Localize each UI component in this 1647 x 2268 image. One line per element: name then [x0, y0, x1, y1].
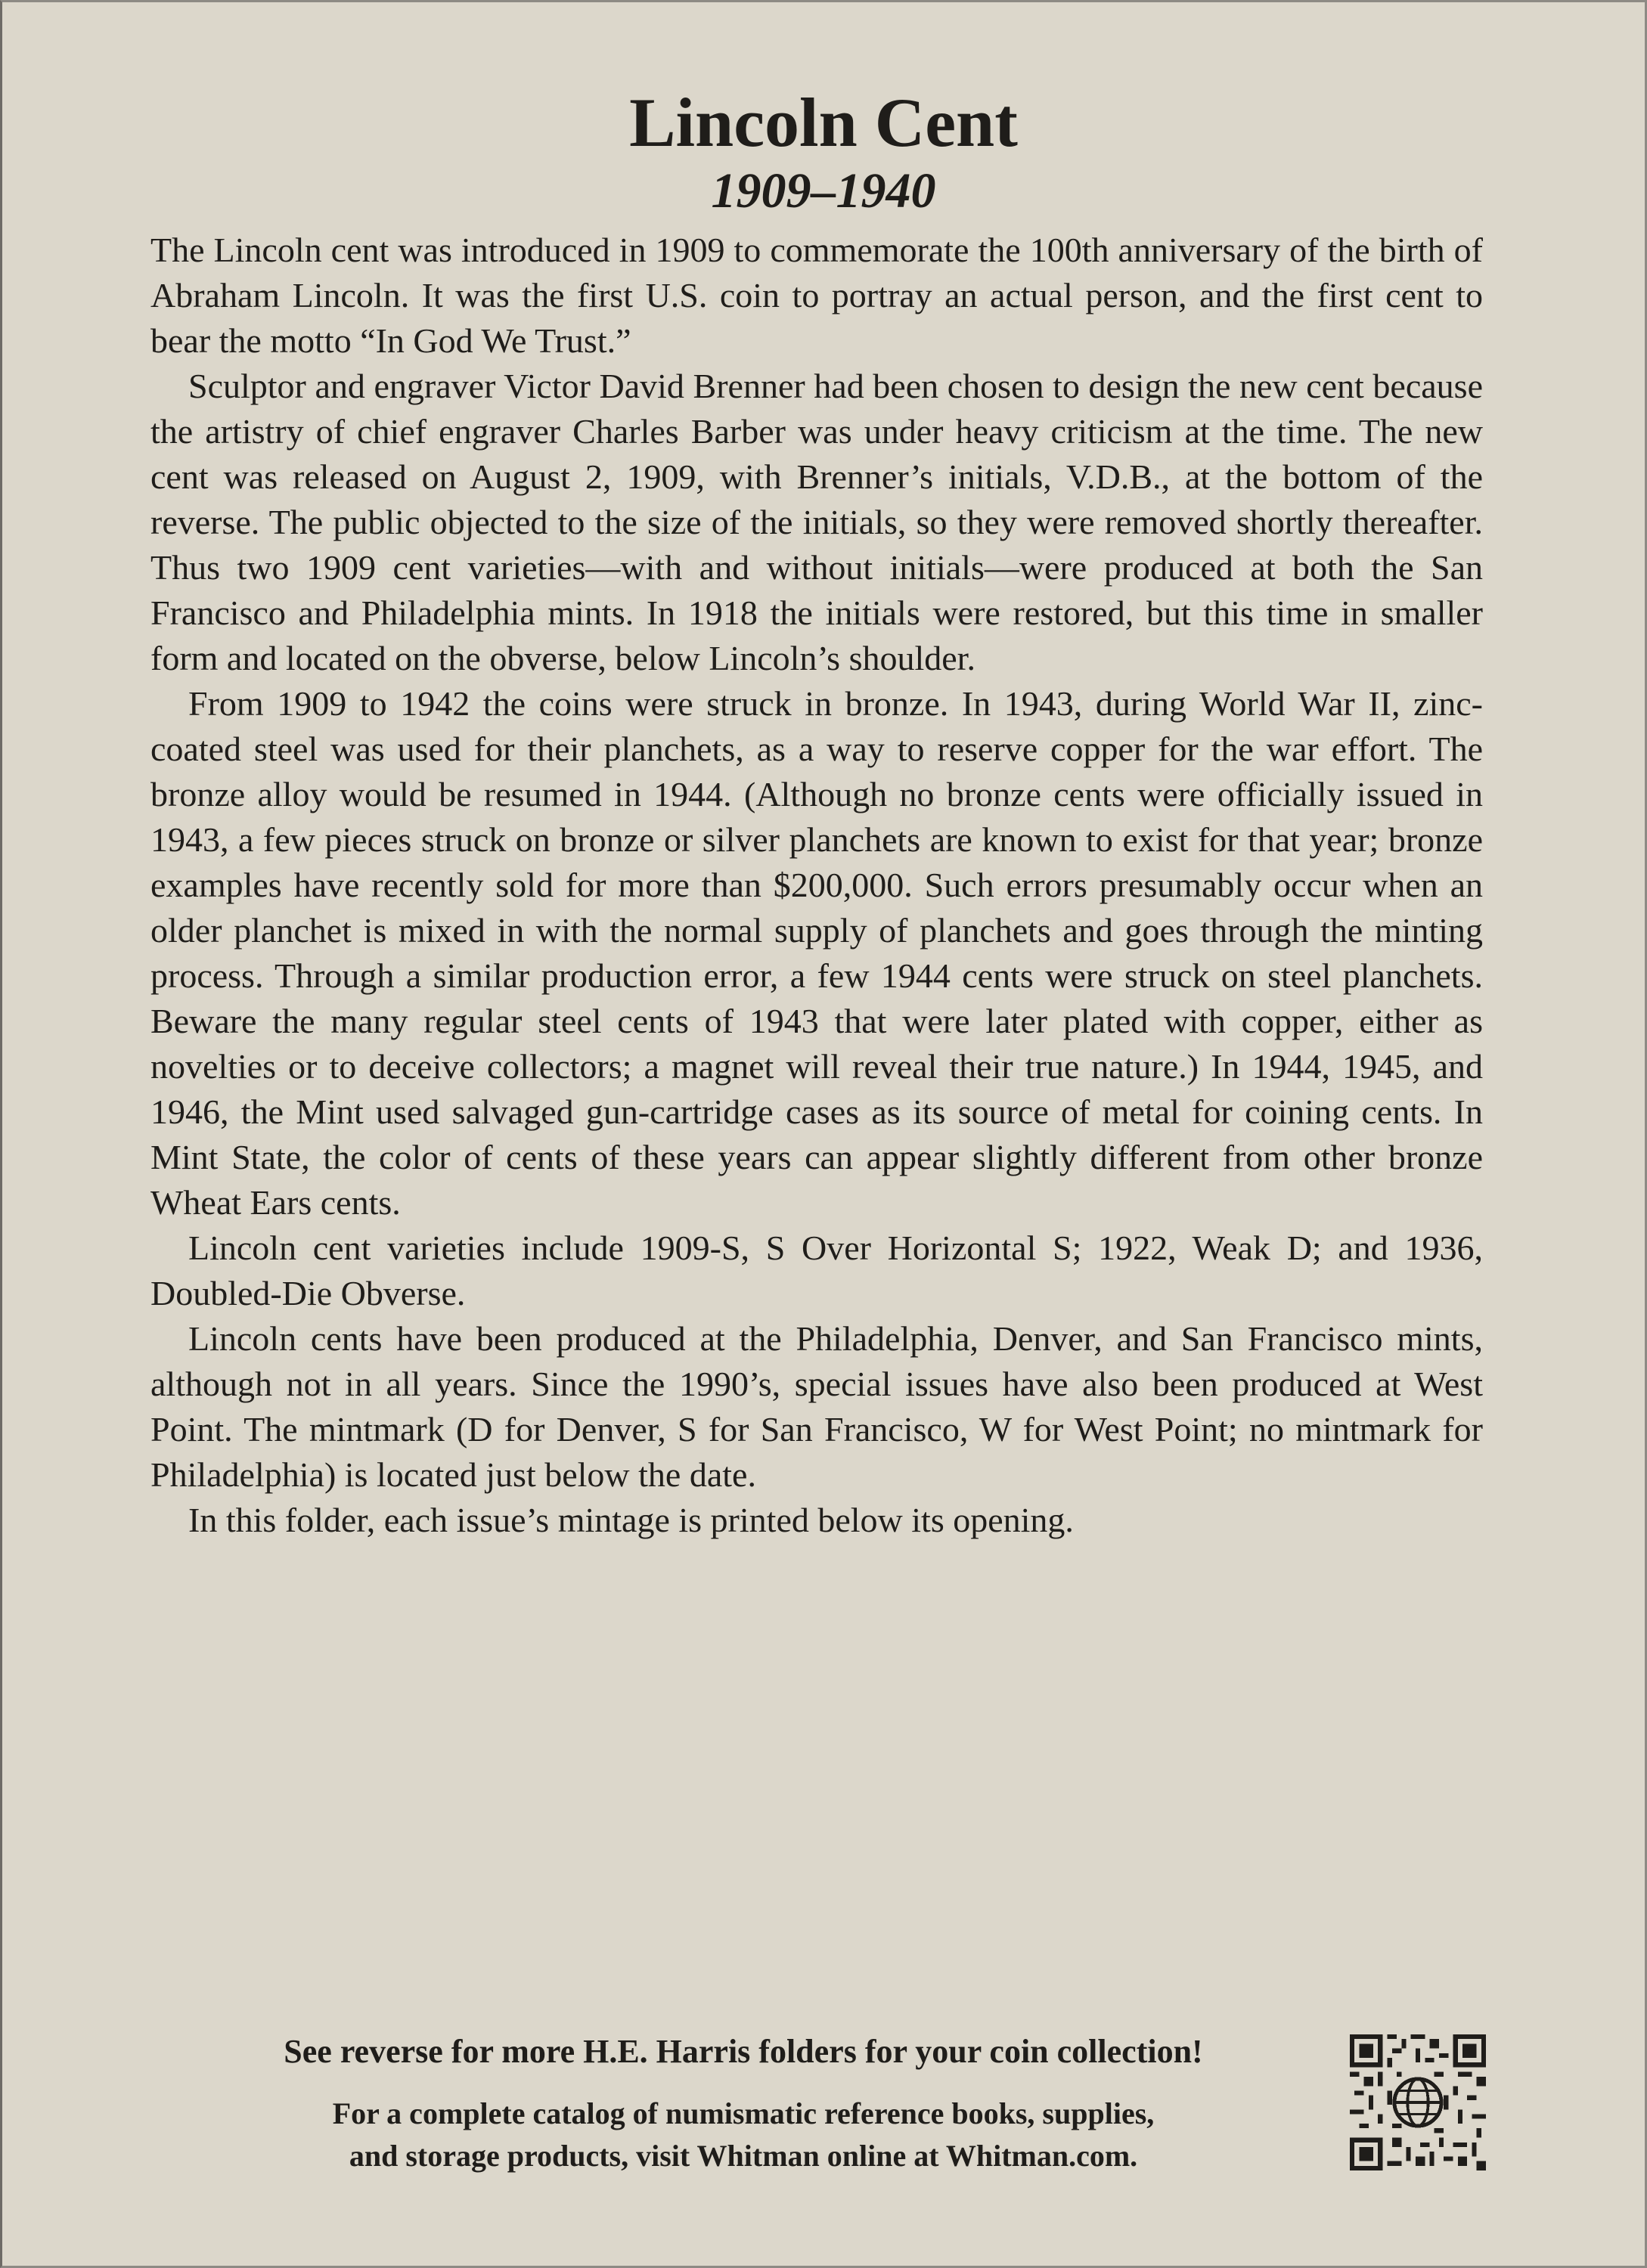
footer-catalog-line-1: For a complete catalog of numismatic reference books, supplies, [332, 2096, 1155, 2130]
paragraph-designer: Sculptor and engraver Victor David Brenner had been chosen to design the new cent because the artistry of chief engraver Charles Barber was under heavy criticism at the time. The new cent was released on August 2, 1909, with Brenner’s initials, V.D.B., at the bottom of the reverse. The public objected to the size of the initials, so they were removed shortly thereafter. Thus two 1909 cent varieties—with and without initials—were produced at both the San Francisco and Philadelphia mints. In 1918 the initials were restored, but this time in smaller form and located on the obverse, below Lincoln’s shoulder. [150, 367, 1483, 677]
page-subtitle-years: 1909–1940 [711, 163, 936, 218]
paragraph-varieties: Lincoln cent varieties include 1909-S, S Over Horizontal S; 1922, Weak D; and 1936, Doubled-Die Obverse. [150, 1228, 1483, 1312]
footer-promo: See reverse for more H.E. Harris folders for your coin collection! [284, 2033, 1203, 2070]
footer-catalog-line-2: and storage products, visit Whitman online at Whitman.com. [349, 2139, 1138, 2173]
article-body [150, 228, 1483, 1543]
page-title: Lincoln Cent [629, 84, 1018, 161]
qr-code-icon[interactable] [1350, 2034, 1486, 2170]
paragraph-mintage-note: In this folder, each issue’s mintage is printed below its opening. [188, 1501, 1074, 1539]
paragraph-mints: Lincoln cents have been produced at the Philadelphia, Denver, and San Francisco mints, although not in all years. Since the 1990’s, special issues have also been produced at West Point. The mintmark (D for Denver, S for San Francisco, W for West Point; no mintmark for Philadelphia) is located just below the date. [150, 1319, 1483, 1494]
paragraph-composition: From 1909 to 1942 the coins were struck in bronze. In 1943, during World War II, zinc-coated steel was used for their planchets, as a way to reserve copper for the war effort. The bronze alloy would be resumed in 1944. (Although no bronze cents were officially issued in 1943, a few pieces struck on bronze or silver planchets are known to exist for that year; bronze examples have recently sold for more than $200,000. Such errors presumably occur when an older planchet is mixed in with the normal supply of planchets and goes through the minting process. Through a similar production error, a few 1944 cents were struck on steel planchets. Beware the many regular steel cents of 1943 that were later plated with copper, either as novelties or to deceive collectors; a magnet will reveal their true nature.) In 1944, 1945, and 1946, the Mint used salvaged gun-cartridge cases as its source of metal for coining cents. In Mint State, the color of cents of these years can appear slightly different from other bronze Wheat Ears cents. [150, 684, 1483, 1222]
footer-catalog [176, 2093, 1310, 2177]
paragraph-introduction: The Lincoln cent was introduced in 1909 to commemorate the 100th anniversary of the birth of Abraham Lincoln. It was the first U.S. coin to portray an actual person, and the first cent to bear the motto “In God We Trust.” [150, 231, 1483, 360]
